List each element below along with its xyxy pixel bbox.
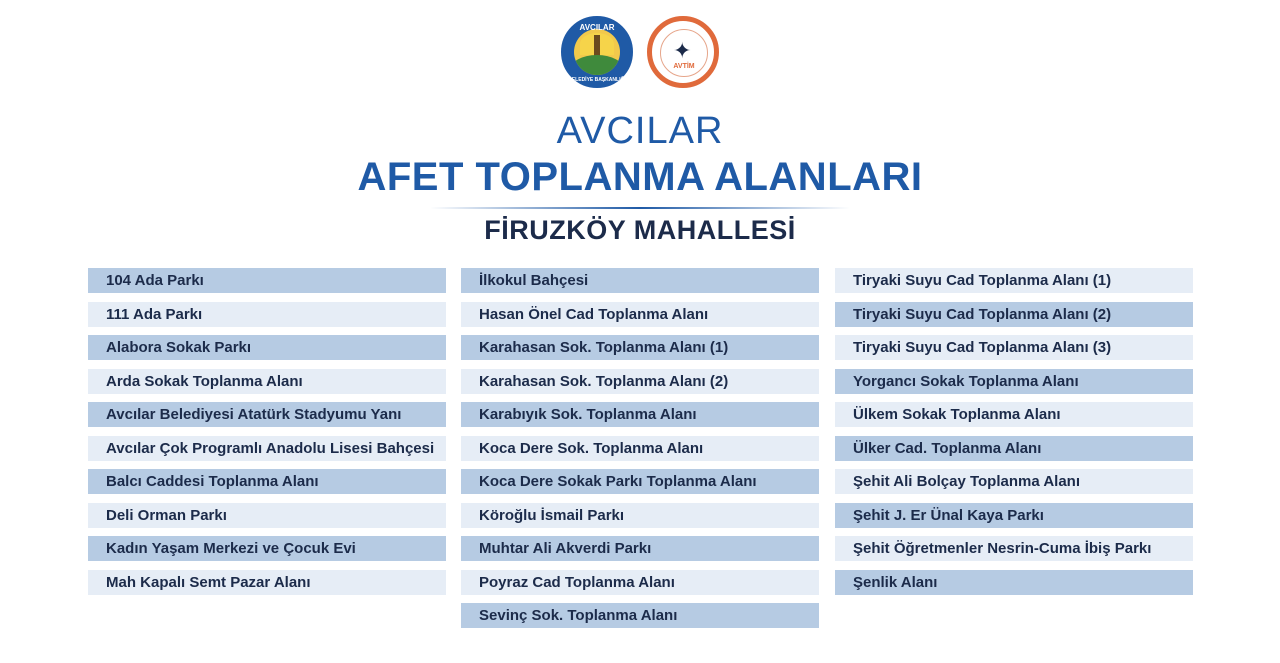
page-title-city: AVCILAR [556, 110, 724, 152]
assembly-area-item: 111 Ada Parkı [88, 302, 446, 327]
avcilar-municipality-logo [561, 16, 633, 88]
logo-emblem [660, 29, 708, 77]
logo-text-top: AVCILAR [579, 23, 615, 32]
assembly-area-item: Sevinç Sok. Toplanma Alanı [461, 603, 819, 628]
assembly-area-item: Avcılar Belediyesi Atatürk Stadyumu Yanı [88, 402, 446, 427]
list-column-1 [88, 268, 446, 603]
assembly-area-item: Tiryaki Suyu Cad Toplanma Alanı (2) [835, 302, 1193, 327]
logo-row [0, 16, 1280, 88]
list-column-2 [461, 268, 819, 637]
assembly-area-item: Tiryaki Suyu Cad Toplanma Alanı (3) [835, 335, 1193, 360]
assembly-area-item: Yorgancı Sokak Toplanma Alanı [835, 369, 1193, 394]
assembly-area-item: Karabıyık Sok. Toplanma Alanı [461, 402, 819, 427]
rescue-figure-icon: ✦ [673, 38, 692, 63]
assembly-area-item: Karahasan Sok. Toplanma Alanı (1) [461, 335, 819, 360]
assembly-area-item: Ülker Cad. Toplanma Alanı [835, 436, 1193, 461]
assembly-area-item: Şenlik Alanı [835, 570, 1193, 595]
title-divider [430, 207, 850, 209]
assembly-area-item: Ülkem Sokak Toplanma Alanı [835, 402, 1193, 427]
logo-text-bottom: BELEDİYE BAŞKANLIĞI [568, 77, 626, 83]
assembly-area-item: Alabora Sokak Parkı [88, 335, 446, 360]
assembly-area-item: Şehit J. Er Ünal Kaya Parkı [835, 503, 1193, 528]
assembly-area-item: Mah Kapalı Semt Pazar Alanı [88, 570, 446, 595]
assembly-area-item: Kadın Yaşam Merkezi ve Çocuk Evi [88, 536, 446, 561]
assembly-area-item: Koca Dere Sok. Toplanma Alanı [461, 436, 819, 461]
avtim-label: AVTİM [673, 63, 695, 70]
assembly-area-item: Hasan Önel Cad Toplanma Alanı [461, 302, 819, 327]
list-column-3 [835, 268, 1193, 603]
assembly-area-item: Şehit Öğretmenler Nesrin-Cuma İbiş Parkı [835, 536, 1193, 561]
avtim-search-rescue-logo [647, 16, 719, 88]
assembly-area-item: Poyraz Cad Toplanma Alanı [461, 570, 819, 595]
assembly-area-item: Arda Sokak Toplanma Alanı [88, 369, 446, 394]
logo-emblem [574, 29, 620, 75]
assembly-area-item: 104 Ada Parkı [88, 268, 446, 293]
assembly-area-item: Koca Dere Sokak Parkı Toplanma Alanı [461, 469, 819, 494]
hill-graphic [574, 55, 620, 75]
assembly-area-item: Muhtar Ali Akverdi Parkı [461, 536, 819, 561]
neighborhood-subtitle: FİRUZKÖY MAHALLESİ [484, 215, 796, 245]
page-title-main: AFET TOPLANMA ALANLARI [357, 155, 923, 199]
assembly-area-item: Deli Orman Parkı [88, 503, 446, 528]
assembly-area-item: Şehit Ali Bolçay Toplanma Alanı [835, 469, 1193, 494]
assembly-area-item: Köroğlu İsmail Parkı [461, 503, 819, 528]
assembly-area-item: Karahasan Sok. Toplanma Alanı (2) [461, 369, 819, 394]
assembly-area-item: Tiryaki Suyu Cad Toplanma Alanı (1) [835, 268, 1193, 293]
assembly-area-item: Balcı Caddesi Toplanma Alanı [88, 469, 446, 494]
assembly-area-item: İlkokul Bahçesi [461, 268, 819, 293]
assembly-area-item: Avcılar Çok Programlı Anadolu Lisesi Bahçesi [88, 436, 446, 461]
